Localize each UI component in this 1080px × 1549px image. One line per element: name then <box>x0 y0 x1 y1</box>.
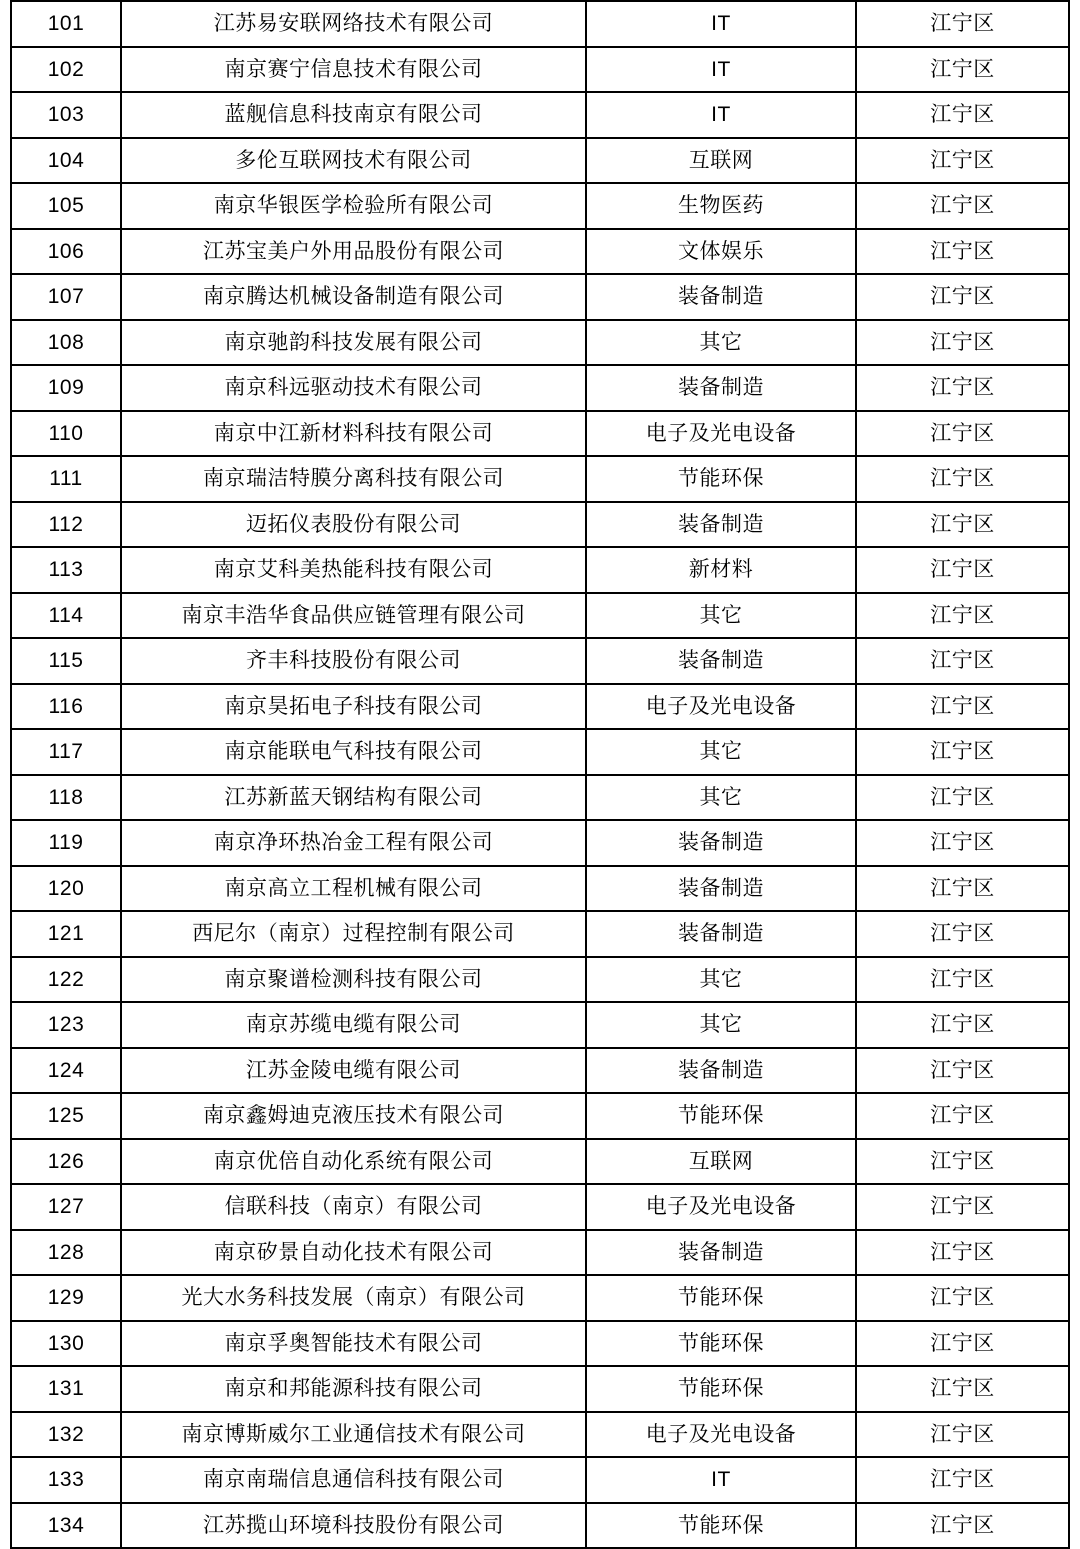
table-row <box>11 957 1069 1003</box>
cell-district: 江宁区 <box>856 320 1069 366</box>
cell-company-name: 齐丰科技股份有限公司 <box>121 638 586 684</box>
table-row <box>11 911 1069 957</box>
table-row <box>11 365 1069 411</box>
cell-index: 127 <box>11 1184 121 1230</box>
table-row <box>11 138 1069 184</box>
cell-district: 江宁区 <box>856 502 1069 548</box>
cell-company-name: 南京聚谱检测科技有限公司 <box>121 957 586 1003</box>
cell-company-name: 南京孚奥智能技术有限公司 <box>121 1321 586 1367</box>
cell-district: 江宁区 <box>856 1230 1069 1276</box>
table-row <box>11 1093 1069 1139</box>
cell-industry-type: 装备制造 <box>586 274 856 320</box>
cell-index: 105 <box>11 183 121 229</box>
cell-index: 119 <box>11 820 121 866</box>
table-row <box>11 684 1069 730</box>
cell-district: 江宁区 <box>856 47 1069 93</box>
table-row <box>11 1321 1069 1367</box>
cell-index: 131 <box>11 1366 121 1412</box>
cell-industry-type: IT <box>586 92 856 138</box>
cell-industry-type: 电子及光电设备 <box>586 1412 856 1458</box>
cell-company-name: 信联科技（南京）有限公司 <box>121 1184 586 1230</box>
cell-index: 134 <box>11 1503 121 1549</box>
cell-industry-type: 互联网 <box>586 138 856 184</box>
cell-district: 江宁区 <box>856 547 1069 593</box>
cell-district: 江宁区 <box>856 274 1069 320</box>
cell-district: 江宁区 <box>856 365 1069 411</box>
cell-company-name: 迈拓仪表股份有限公司 <box>121 502 586 548</box>
cell-company-name: 江苏揽山环境科技股份有限公司 <box>121 1503 586 1549</box>
cell-company-name: 南京优倍自动化系统有限公司 <box>121 1139 586 1185</box>
cell-index: 133 <box>11 1457 121 1503</box>
cell-industry-type: 其它 <box>586 957 856 1003</box>
company-list-table <box>10 0 1070 1549</box>
table-row <box>11 456 1069 502</box>
table-row <box>11 1048 1069 1094</box>
cell-index: 101 <box>11 1 121 47</box>
cell-industry-type: 节能环保 <box>586 1321 856 1367</box>
cell-district: 江宁区 <box>856 820 1069 866</box>
table-row <box>11 820 1069 866</box>
cell-company-name: 江苏金陵电缆有限公司 <box>121 1048 586 1094</box>
cell-company-name: 南京华银医学检验所有限公司 <box>121 183 586 229</box>
cell-company-name: 光大水务科技发展（南京）有限公司 <box>121 1275 586 1321</box>
cell-index: 129 <box>11 1275 121 1321</box>
cell-district: 江宁区 <box>856 1184 1069 1230</box>
cell-district: 江宁区 <box>856 411 1069 457</box>
cell-district: 江宁区 <box>856 638 1069 684</box>
cell-industry-type: 装备制造 <box>586 502 856 548</box>
cell-index: 107 <box>11 274 121 320</box>
cell-index: 114 <box>11 593 121 639</box>
cell-index: 115 <box>11 638 121 684</box>
cell-company-name: 多伦互联网技术有限公司 <box>121 138 586 184</box>
table-row <box>11 1457 1069 1503</box>
cell-company-name: 南京科远驱动技术有限公司 <box>121 365 586 411</box>
table-row <box>11 411 1069 457</box>
cell-district: 江宁区 <box>856 229 1069 275</box>
cell-industry-type: 装备制造 <box>586 911 856 957</box>
cell-index: 125 <box>11 1093 121 1139</box>
cell-index: 111 <box>11 456 121 502</box>
cell-industry-type: 电子及光电设备 <box>586 411 856 457</box>
cell-industry-type: 其它 <box>586 593 856 639</box>
cell-industry-type: IT <box>586 1457 856 1503</box>
cell-company-name: 南京赛宁信息技术有限公司 <box>121 47 586 93</box>
cell-company-name: 南京艾科美热能科技有限公司 <box>121 547 586 593</box>
cell-district: 江宁区 <box>856 1093 1069 1139</box>
cell-company-name: 江苏宝美户外用品股份有限公司 <box>121 229 586 275</box>
cell-index: 130 <box>11 1321 121 1367</box>
cell-industry-type: 互联网 <box>586 1139 856 1185</box>
cell-company-name: 南京矽景自动化技术有限公司 <box>121 1230 586 1276</box>
cell-index: 103 <box>11 92 121 138</box>
cell-index: 116 <box>11 684 121 730</box>
table-row <box>11 1230 1069 1276</box>
table-row <box>11 1139 1069 1185</box>
cell-district: 江宁区 <box>856 456 1069 502</box>
cell-industry-type: 电子及光电设备 <box>586 684 856 730</box>
cell-index: 122 <box>11 957 121 1003</box>
cell-company-name: 江苏易安联网络技术有限公司 <box>121 1 586 47</box>
table-row <box>11 1412 1069 1458</box>
cell-industry-type: 节能环保 <box>586 1503 856 1549</box>
cell-district: 江宁区 <box>856 183 1069 229</box>
cell-index: 112 <box>11 502 121 548</box>
table-row <box>11 638 1069 684</box>
cell-index: 104 <box>11 138 121 184</box>
cell-industry-type: 节能环保 <box>586 456 856 502</box>
cell-industry-type: 电子及光电设备 <box>586 1184 856 1230</box>
cell-index: 120 <box>11 866 121 912</box>
table-row <box>11 593 1069 639</box>
cell-index: 121 <box>11 911 121 957</box>
cell-company-name: 南京能联电气科技有限公司 <box>121 729 586 775</box>
cell-index: 123 <box>11 1002 121 1048</box>
table-row <box>11 274 1069 320</box>
cell-industry-type: 节能环保 <box>586 1093 856 1139</box>
cell-district: 江宁区 <box>856 1457 1069 1503</box>
cell-index: 113 <box>11 547 121 593</box>
cell-company-name: 江苏新蓝天钢结构有限公司 <box>121 775 586 821</box>
cell-district: 江宁区 <box>856 866 1069 912</box>
table-row <box>11 1002 1069 1048</box>
cell-district: 江宁区 <box>856 775 1069 821</box>
table-row <box>11 1 1069 47</box>
cell-industry-type: 其它 <box>586 1002 856 1048</box>
cell-district: 江宁区 <box>856 911 1069 957</box>
cell-company-name: 南京和邦能源科技有限公司 <box>121 1366 586 1412</box>
cell-company-name: 南京苏缆电缆有限公司 <box>121 1002 586 1048</box>
cell-industry-type: 装备制造 <box>586 820 856 866</box>
cell-district: 江宁区 <box>856 1048 1069 1094</box>
cell-index: 106 <box>11 229 121 275</box>
table-row <box>11 183 1069 229</box>
cell-industry-type: 文体娱乐 <box>586 229 856 275</box>
cell-index: 110 <box>11 411 121 457</box>
cell-industry-type: 装备制造 <box>586 638 856 684</box>
cell-company-name: 蓝舰信息科技南京有限公司 <box>121 92 586 138</box>
cell-industry-type: IT <box>586 1 856 47</box>
cell-industry-type: 装备制造 <box>586 1048 856 1094</box>
cell-company-name: 南京高立工程机械有限公司 <box>121 866 586 912</box>
cell-industry-type: 节能环保 <box>586 1366 856 1412</box>
cell-company-name: 南京南瑞信息通信科技有限公司 <box>121 1457 586 1503</box>
table-row <box>11 1366 1069 1412</box>
cell-index: 124 <box>11 1048 121 1094</box>
table-row <box>11 502 1069 548</box>
table-row <box>11 866 1069 912</box>
cell-district: 江宁区 <box>856 1139 1069 1185</box>
cell-industry-type: 装备制造 <box>586 365 856 411</box>
cell-district: 江宁区 <box>856 1412 1069 1458</box>
cell-index: 132 <box>11 1412 121 1458</box>
cell-index: 108 <box>11 320 121 366</box>
cell-index: 109 <box>11 365 121 411</box>
cell-industry-type: 其它 <box>586 775 856 821</box>
cell-district: 江宁区 <box>856 729 1069 775</box>
cell-industry-type: 其它 <box>586 729 856 775</box>
cell-industry-type: 其它 <box>586 320 856 366</box>
cell-index: 118 <box>11 775 121 821</box>
cell-company-name: 南京瑞洁特膜分离科技有限公司 <box>121 456 586 502</box>
cell-index: 117 <box>11 729 121 775</box>
cell-district: 江宁区 <box>856 138 1069 184</box>
table-row <box>11 775 1069 821</box>
table-row <box>11 1275 1069 1321</box>
cell-company-name: 南京昊拓电子科技有限公司 <box>121 684 586 730</box>
table-row <box>11 320 1069 366</box>
cell-company-name: 西尼尔（南京）过程控制有限公司 <box>121 911 586 957</box>
table-row <box>11 229 1069 275</box>
cell-district: 江宁区 <box>856 593 1069 639</box>
cell-index: 126 <box>11 1139 121 1185</box>
cell-district: 江宁区 <box>856 1321 1069 1367</box>
cell-district: 江宁区 <box>856 1366 1069 1412</box>
cell-district: 江宁区 <box>856 92 1069 138</box>
table-row <box>11 1184 1069 1230</box>
cell-district: 江宁区 <box>856 1 1069 47</box>
table-row <box>11 47 1069 93</box>
table-row <box>11 1503 1069 1549</box>
cell-district: 江宁区 <box>856 957 1069 1003</box>
cell-company-name: 南京驰韵科技发展有限公司 <box>121 320 586 366</box>
cell-company-name: 南京丰浩华食品供应链管理有限公司 <box>121 593 586 639</box>
cell-industry-type: 生物医药 <box>586 183 856 229</box>
cell-industry-type: 装备制造 <box>586 866 856 912</box>
cell-industry-type: 新材料 <box>586 547 856 593</box>
cell-company-name: 南京中江新材料科技有限公司 <box>121 411 586 457</box>
cell-index: 128 <box>11 1230 121 1276</box>
cell-district: 江宁区 <box>856 1002 1069 1048</box>
table-row <box>11 547 1069 593</box>
cell-industry-type: IT <box>586 47 856 93</box>
cell-company-name: 南京鑫姆迪克液压技术有限公司 <box>121 1093 586 1139</box>
cell-district: 江宁区 <box>856 684 1069 730</box>
cell-industry-type: 节能环保 <box>586 1275 856 1321</box>
table-row <box>11 729 1069 775</box>
table-row <box>11 92 1069 138</box>
cell-index: 102 <box>11 47 121 93</box>
cell-industry-type: 装备制造 <box>586 1230 856 1276</box>
cell-district: 江宁区 <box>856 1503 1069 1549</box>
cell-company-name: 南京净环热冶金工程有限公司 <box>121 820 586 866</box>
cell-district: 江宁区 <box>856 1275 1069 1321</box>
cell-company-name: 南京腾达机械设备制造有限公司 <box>121 274 586 320</box>
table-body <box>11 1 1069 1548</box>
cell-company-name: 南京博斯威尔工业通信技术有限公司 <box>121 1412 586 1458</box>
